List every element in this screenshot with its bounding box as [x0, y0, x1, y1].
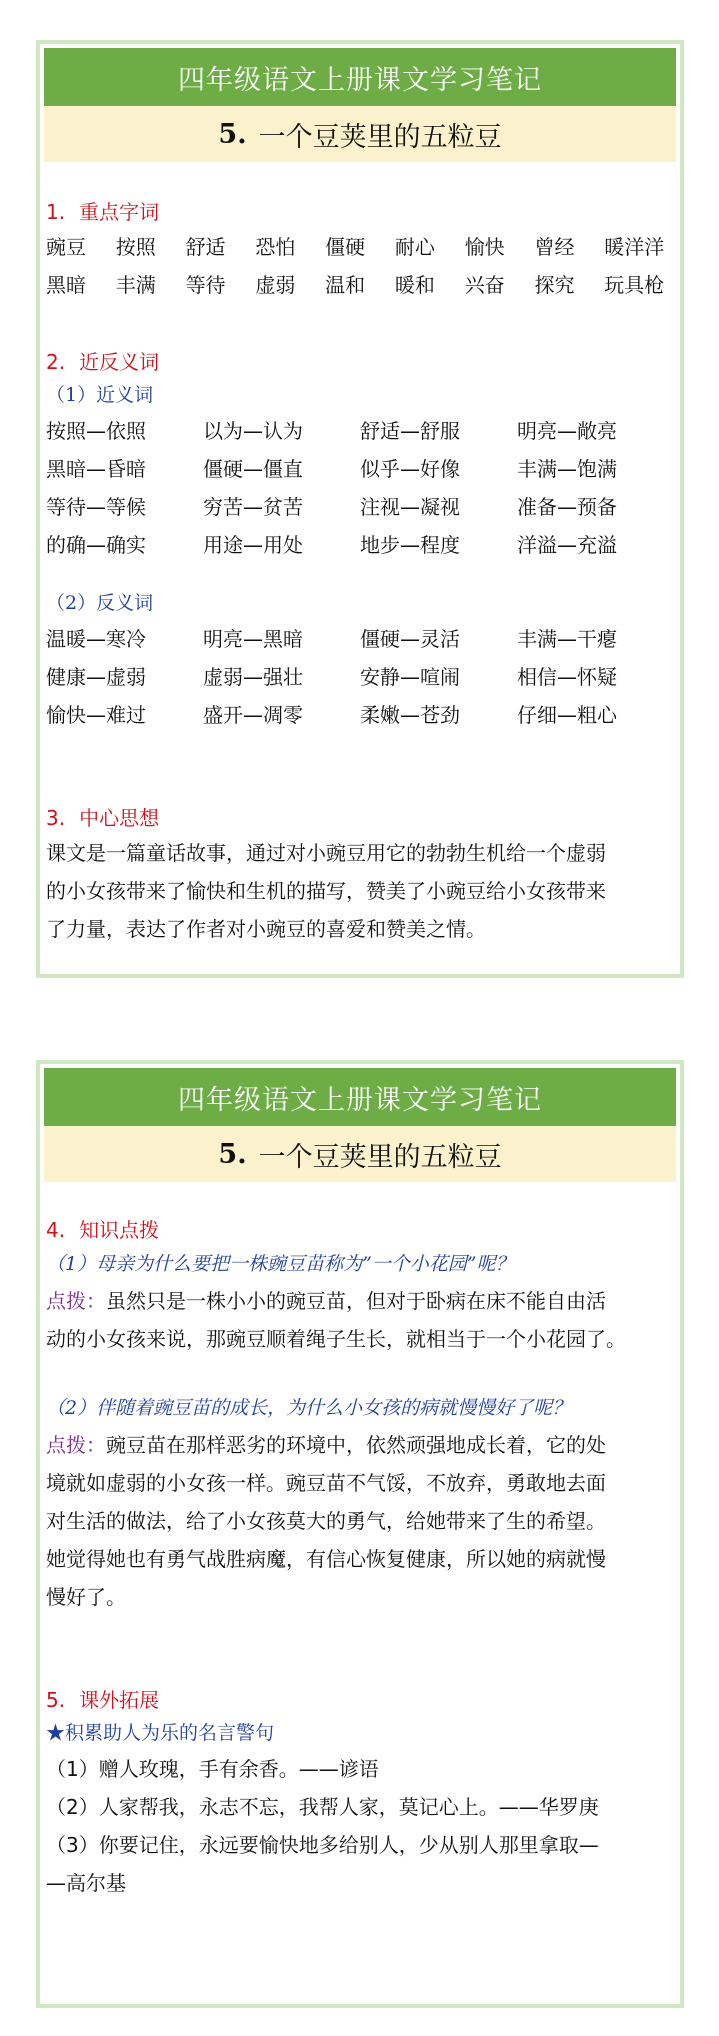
word: 按照 — [115, 235, 156, 259]
word-pair: 洋溢—充溢 — [517, 533, 617, 557]
text-line: 虽然只是一株小小的豌豆苗，但对于卧病在床不能自由活 — [106, 1289, 606, 1313]
section-label: 近反义词 — [79, 350, 160, 374]
word-pair: 僵硬—灵活 — [360, 627, 460, 651]
central-idea-text — [46, 834, 674, 948]
word-pair: 穷苦—贫苦 — [203, 495, 303, 519]
text-line: 了力量，表达了作者对小豌豆的喜爱和赞美之情。 — [46, 917, 486, 941]
antonym-row — [46, 696, 674, 734]
word-pair: 似乎—好像 — [360, 457, 460, 481]
lesson-heading — [44, 1126, 676, 1182]
word: 等待 — [185, 273, 226, 297]
text-line: 对生活的做法，给了小女孩莫大的勇气，给她带来了生的希望。 — [46, 1509, 606, 1533]
word-pair: 丰满—饱满 — [517, 457, 617, 481]
question-2: （2）伴随着豌豆苗的成长，为什么小女孩的病就慢慢好了呢？ — [46, 1397, 572, 1419]
lesson-heading — [44, 106, 676, 162]
antonyms-subtitle: （2）反义词 — [46, 592, 154, 614]
word-pair: 愉快—难过 — [46, 703, 146, 727]
word-pair: 明亮—敞亮 — [517, 419, 617, 443]
word: 玩具枪 — [604, 273, 665, 297]
section-label: 重点字词 — [79, 200, 160, 224]
word-pair: 以为—认为 — [203, 419, 303, 443]
word: 愉快 — [464, 235, 505, 259]
section-title — [46, 802, 674, 834]
synonym-row — [46, 488, 674, 526]
word-pair: 等待—等候 — [46, 495, 146, 519]
word: 探究 — [534, 273, 575, 297]
word-pair: 的确—确实 — [46, 533, 146, 557]
text-line: 豌豆苗在那样恶劣的环境中，依然顽强地成长着，它的处 — [106, 1433, 606, 1457]
word-row — [46, 266, 674, 304]
lesson-title: 一个豆荚里的五粒豆 — [258, 121, 502, 153]
word: 丰满 — [115, 273, 156, 297]
word: 暖和 — [394, 273, 435, 297]
word-pair: 黑暗—昏暗 — [46, 457, 146, 481]
section-title — [46, 1214, 674, 1246]
antonym-row — [46, 658, 674, 696]
section-number: 5. — [46, 1688, 66, 1712]
word-pair: 仔细—粗心 — [517, 703, 617, 727]
word-pair: 柔嫩—苍劲 — [360, 703, 460, 727]
answer-1 — [46, 1282, 674, 1358]
word-pair: 地步—程度 — [360, 533, 460, 557]
word-pair: 安静—喧闹 — [360, 665, 460, 689]
text-line: 课文是一篇童话故事，通过对小豌豆用它的勃勃生机给一个虚弱 — [46, 841, 606, 865]
notes-card-2 — [36, 1060, 684, 2008]
quote-line: （1）赠人玫瑰，手有余香。——谚语 — [46, 1757, 379, 1781]
word-pair: 舒适—舒服 — [360, 419, 460, 443]
section-label: 知识点拨 — [79, 1218, 160, 1242]
word: 暖洋洋 — [604, 235, 665, 259]
answer-2 — [46, 1426, 674, 1616]
word-pair: 丰满—干瘪 — [517, 627, 617, 651]
question-1: （1）母亲为什么要把一株豌豆苗称为”一个小花园”呢？ — [46, 1253, 515, 1275]
word-pair: 盛开—凋零 — [203, 703, 303, 727]
lesson-title: 一个豆荚里的五粒豆 — [258, 1141, 502, 1173]
word-row — [46, 228, 674, 266]
word-pair: 相信—怀疑 — [517, 665, 617, 689]
synonyms-subtitle: （1）近义词 — [46, 384, 154, 406]
word: 恐怕 — [255, 235, 296, 259]
word: 舒适 — [185, 235, 226, 259]
section-title — [46, 1684, 674, 1716]
synonym-row — [46, 526, 674, 564]
section-title — [46, 346, 674, 378]
section-knowledge-tips — [46, 1214, 674, 1616]
word: 僵硬 — [325, 235, 366, 259]
text-line: 动的小女孩来说，那豌豆顺着绳子生长，就相当于一个小花园了。 — [46, 1327, 626, 1351]
word-pair: 温暖—寒冷 — [46, 627, 146, 651]
word-pair: 明亮—黑暗 — [203, 627, 303, 651]
section-central-idea — [46, 802, 674, 948]
synonym-row — [46, 450, 674, 488]
section-title — [46, 196, 674, 228]
word: 耐心 — [394, 235, 435, 259]
quote-line: —高尔基 — [46, 1871, 126, 1895]
section-extension — [46, 1684, 674, 1902]
section-synonyms-antonyms — [46, 346, 674, 734]
section-label: 中心思想 — [79, 806, 160, 830]
word-pair: 健康—虚弱 — [46, 665, 146, 689]
lesson-number: 5. — [218, 1138, 247, 1170]
tip-label: 点拨： — [46, 1289, 106, 1313]
antonym-row — [46, 620, 674, 658]
word: 豌豆 — [46, 235, 86, 259]
section-number: 3. — [46, 806, 66, 830]
notes-title: 四年级语文上册课文学习笔记 — [44, 48, 676, 106]
word-pair: 注视—凝视 — [360, 495, 460, 519]
synonym-row — [46, 412, 674, 450]
section-number: 4. — [46, 1218, 66, 1242]
word-pair: 按照—依照 — [46, 419, 146, 443]
word: 黑暗 — [46, 273, 86, 297]
word: 曾经 — [534, 235, 575, 259]
text-line: 她觉得她也有勇气战胜病魔，有信心恢复健康，所以她的病就慢 — [46, 1547, 606, 1571]
text-line: 境就如虚弱的小女孩一样。豌豆苗不气馁，不放弃，勇敢地去面 — [46, 1471, 606, 1495]
section-number: 2. — [46, 350, 66, 374]
section-number: 1. — [46, 200, 66, 224]
word: 温和 — [325, 273, 366, 297]
notes-card-1 — [36, 40, 684, 978]
word-pair: 虚弱—强壮 — [203, 665, 303, 689]
text-line: 慢好了。 — [46, 1585, 126, 1609]
text-line: 的小女孩带来了愉快和生机的描写，赞美了小豌豆给小女孩带来 — [46, 879, 606, 903]
lesson-number: 5. — [218, 118, 247, 150]
word-pair: 准备—预备 — [517, 495, 617, 519]
notes-title: 四年级语文上册课文学习笔记 — [44, 1068, 676, 1126]
section-label: 课外拓展 — [79, 1688, 160, 1712]
quotes-heading: ★积累助人为乐的名言警句 — [46, 1722, 275, 1744]
quote-line: （3）你要记住，永远要愉快地多给别人，少从别人那里拿取— — [46, 1833, 599, 1857]
word: 虚弱 — [255, 273, 296, 297]
word: 兴奋 — [464, 273, 505, 297]
section-key-words — [46, 196, 674, 304]
tip-label: 点拨： — [46, 1433, 106, 1457]
word-pair: 僵硬—僵直 — [203, 457, 303, 481]
quote-line: （2）人家帮我，永志不忘，我帮人家，莫记心上。——华罗庚 — [46, 1795, 599, 1819]
word-pair: 用途—用处 — [203, 533, 303, 557]
